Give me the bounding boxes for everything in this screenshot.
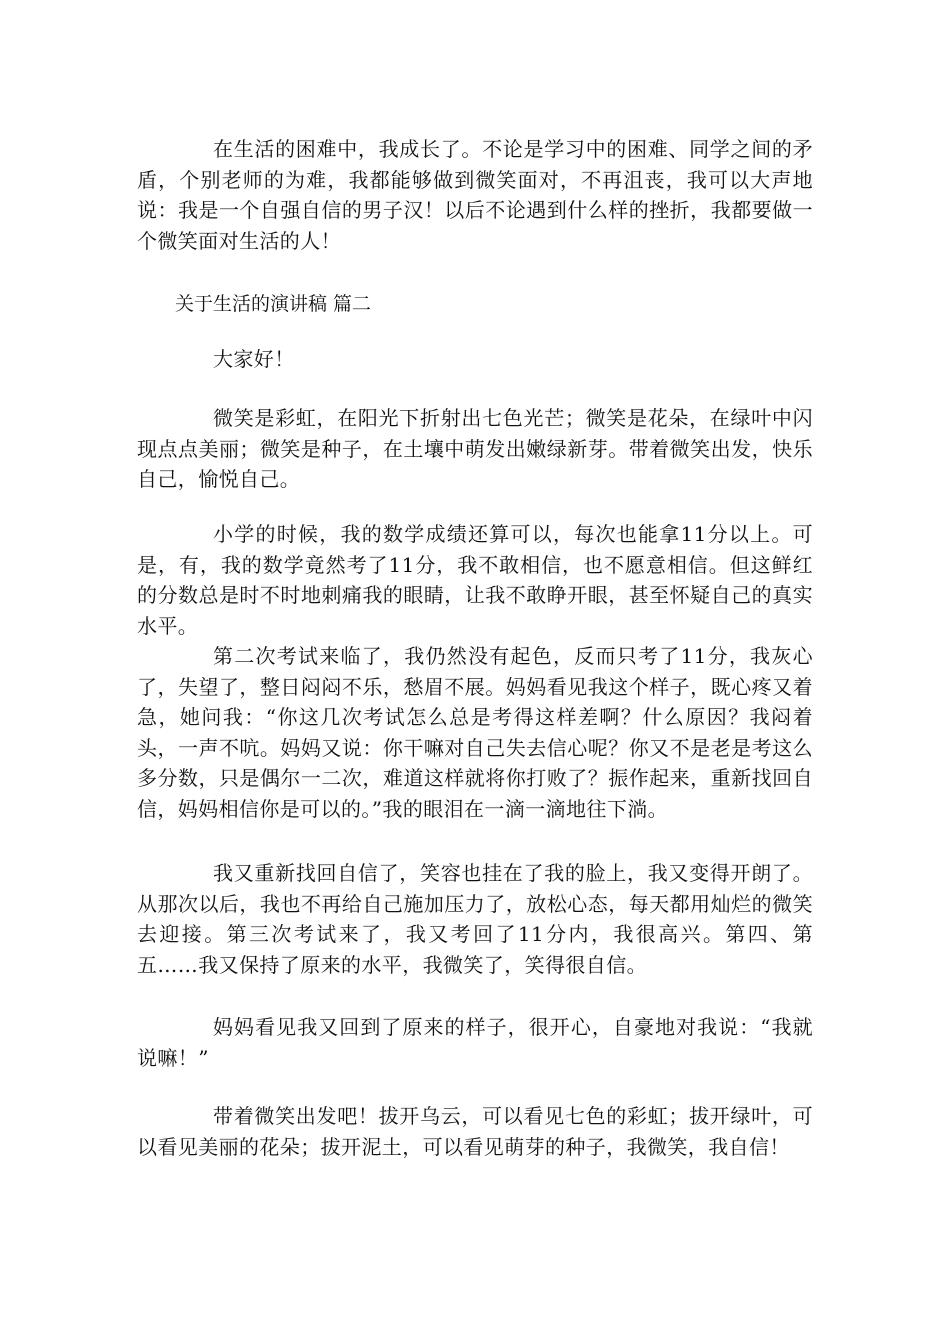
greeting: 大家好！: [213, 347, 295, 371]
paragraph-closing: 带着微笑出发吧！拔开乌云，可以看见七色的彩虹；拔开绿叶，可以看见美丽的花朵；拔开泥土，可以看见萌芽的种子，我微笑，我自信！: [137, 1104, 813, 1159]
paragraph-mother-proud: 妈妈看见我又回到了原来的样子，很开心，自豪地对我说：“我就说嘛！”: [137, 1015, 813, 1070]
paragraph-second-exam: 第二次考试来临了，我仍然没有起色，反而只考了11分，我灰心了，失望了，整日闷闷不乐，愁眉不展。妈妈看见我这个样子，既心疼又着急，她问我：“你这几次考试怎么总是考得这样差啊？什么原因？我闷着头，一声不吭。妈妈又说：你干嘛对自己失去信心呢？你又不是老是考这么多分数，只是偶尔一二次，难道这样就将你打败了？振作起来，重新找回自信，妈妈相信你是可以的。”我的眼泪在一滴一滴地往下淌。: [137, 644, 813, 821]
paragraph-smile-rainbow: 微笑是彩虹，在阳光下折射出七色光芒；微笑是花朵，在绿叶中闪现点点美丽；微笑是种子，在土壤中萌发出嫩绿新芽。带着微笑出发，快乐自己，愉悦自己。: [137, 406, 813, 491]
paragraph-math-score: 小学的时候，我的数学成绩还算可以，每次也能拿11分以上。可是，有，我的数学竟然考了11分，我不敢相信，也不愿意相信。但这鲜红的分数总是时不时地刺痛我的眼睛，让我不敢睁开眼，甚至怀疑自己的真实水平。: [137, 522, 813, 638]
section-heading: 关于生活的演讲稿 篇二: [175, 293, 372, 315]
paragraph-confidence-regained: 我又重新找回自信了，笑容也挂在了我的脸上，我又变得开朗了。从那次以后，我也不再给自己施加压力了，放松心态，每天都用灿烂的微笑去迎接。第三次考试来了，我又考回了11分内，我很高兴。第四、第五……我又保持了原来的水平，我微笑了，笑得很自信。: [137, 861, 813, 977]
paragraph-growth: 在生活的困难中，我成长了。不论是学习中的困难、同学之间的矛盾，个别老师的为难，我都能够做到微笑面对，不再沮丧，我可以大声地说：我是一个自强自信的男子汉！以后不论遇到什么样的挫折，我都要做一个微笑面对生活的人！: [137, 137, 813, 253]
